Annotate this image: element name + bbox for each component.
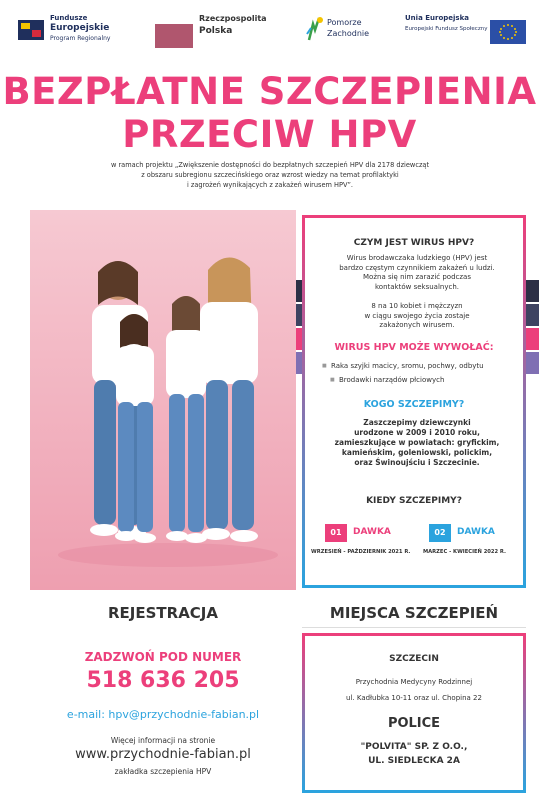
pomorze-icon <box>305 16 325 42</box>
registration-heading: REJESTRACJA <box>107 604 219 622</box>
when-heading: KIEDY SZCZEPIMY? <box>366 496 462 506</box>
dose-1-label: DAWKA <box>353 527 391 537</box>
clinic-1: Przychodnia Medycyny Rodzinnej <box>355 678 473 686</box>
family-illustration <box>30 210 296 590</box>
dose-2-when: MARZEC - KWIECIEŃ 2022 R. <box>423 549 506 555</box>
eu-funds-line1: Fundusze <box>50 14 88 22</box>
dose-2 <box>423 524 519 555</box>
ue-line1: Unia Europejska <box>405 14 469 22</box>
address-1: ul. Kadłubka 10-11 oraz ul. Chopina 22 <box>346 694 482 702</box>
pomorze-line1: Pomorze <box>327 18 362 27</box>
eu-funds-line2: Europejskie <box>50 23 110 33</box>
stat-text-line1: 8 na 10 kobiet i mężczyzn <box>371 302 463 310</box>
eu-funds-icon <box>18 20 44 40</box>
family-photo <box>30 210 296 590</box>
intro-text <box>100 160 440 190</box>
eu-funds-line3: Program Regionalny <box>50 35 111 42</box>
cause-item: ■ Raka szyjki macicy, sromu, pochwy, odbytu <box>331 362 484 370</box>
dose-1-number: 01 <box>325 524 347 542</box>
who-text-line1: Zaszczepimy dziewczynki <box>363 418 471 427</box>
what-text <box>315 254 519 292</box>
stat-text-line2: w ciągu swojego życia zostaje <box>364 311 470 320</box>
who-text-line3: zamieszkujące w powiatach: gryfickim, <box>334 438 500 447</box>
eu-flag-icon <box>490 20 526 44</box>
info-box <box>302 215 526 588</box>
clinic-2: "POLVITA" SP. Z O.O., <box>360 742 468 752</box>
logo-unia-europejska <box>405 14 530 50</box>
what-text-line2: bardzo częstym czynnikiem zakażeń u ludzi. <box>339 263 495 272</box>
stat-text-line3: zakażonych wirusem. <box>379 321 455 329</box>
city-1: SZCZECIN <box>389 654 439 664</box>
pomorze-line2: Zachodnie <box>327 29 370 38</box>
page-title-line2: PRZECIW HPV <box>122 113 417 156</box>
what-text-line1: Wirus brodawczaka ludzkiego (HPV) jest <box>346 254 488 262</box>
what-text-line4: kontaktów seksualnych. <box>374 282 459 291</box>
page-title-line1: BEZPŁATNE SZCZEPIENIA <box>2 70 537 113</box>
dose-2-number: 02 <box>429 524 451 542</box>
more-info-text: Więcej informacji na stronie <box>110 736 216 745</box>
logo-rzeczpospolita <box>155 14 285 50</box>
address-2: UL. SIEDLECKA 2A <box>368 756 460 766</box>
what-text-line3: Można się nim zarazić podczas <box>363 273 471 281</box>
cause-item: ■ Brodawki narządów płciowych <box>339 376 444 384</box>
what-heading: CZYM JEST WIRUS HPV? <box>353 238 475 248</box>
places-box <box>302 633 526 793</box>
ue-line2: Europejski Fundusz Społeczny <box>405 26 488 32</box>
intro-line3: i zagrożeń wynikających z zakażeń wirusem HPV”. <box>186 181 354 189</box>
who-text-line5: oraz Świnoujściu i Szczecinie. <box>354 458 480 467</box>
intro-line2: z obszaru subregionu szczecińskiego oraz wzrost wiedzy na temat profilaktyki <box>141 171 399 179</box>
who-text-line4: kamieńskim, goleniowski, polickim, <box>341 448 493 457</box>
places-heading: MIEJSCA SZCZEPIEŃ <box>329 604 499 622</box>
cause-heading: WIRUS HPV MOŻE WYWOŁAĆ: <box>334 342 494 353</box>
logo-pomorze-zachodnie <box>305 14 395 50</box>
places-divider <box>302 627 526 628</box>
rp-line1: Rzeczpospolita <box>199 14 267 23</box>
who-text <box>315 418 519 468</box>
website-link[interactable]: www.przychodnie-fabian.pl <box>75 747 251 762</box>
logo-fundusze-europejskie <box>18 14 128 48</box>
phone-number[interactable]: 518 636 205 <box>86 668 240 693</box>
website-tab-text: zakładka szczepienia HPV <box>114 767 212 776</box>
email-link[interactable]: e-mail: hpv@przychodnie-fabian.pl <box>66 708 260 721</box>
city-2: POLICE <box>387 716 441 731</box>
dose-2-label: DAWKA <box>457 527 495 537</box>
rp-line2: Polska <box>199 26 233 36</box>
who-text-line2: urodzone w 2009 i 2010 roku, <box>354 428 480 437</box>
who-heading: KOGO SZCZEPIMY? <box>363 399 465 410</box>
stat-text <box>315 302 519 331</box>
poland-flag-icon <box>155 24 193 48</box>
intro-line1: w ramach projektu „Zwiększenie dostępności do bezpłatnych szczepień HPV dla 2178 dziewcząt <box>110 161 430 169</box>
dose-1 <box>311 524 415 555</box>
call-label: ZADZWOŃ POD NUMER <box>84 650 242 664</box>
dose-1-when: WRZESIEŃ - PAŹDZIERNIK 2021 R. <box>311 549 411 555</box>
eu-stars-icon <box>490 20 526 44</box>
